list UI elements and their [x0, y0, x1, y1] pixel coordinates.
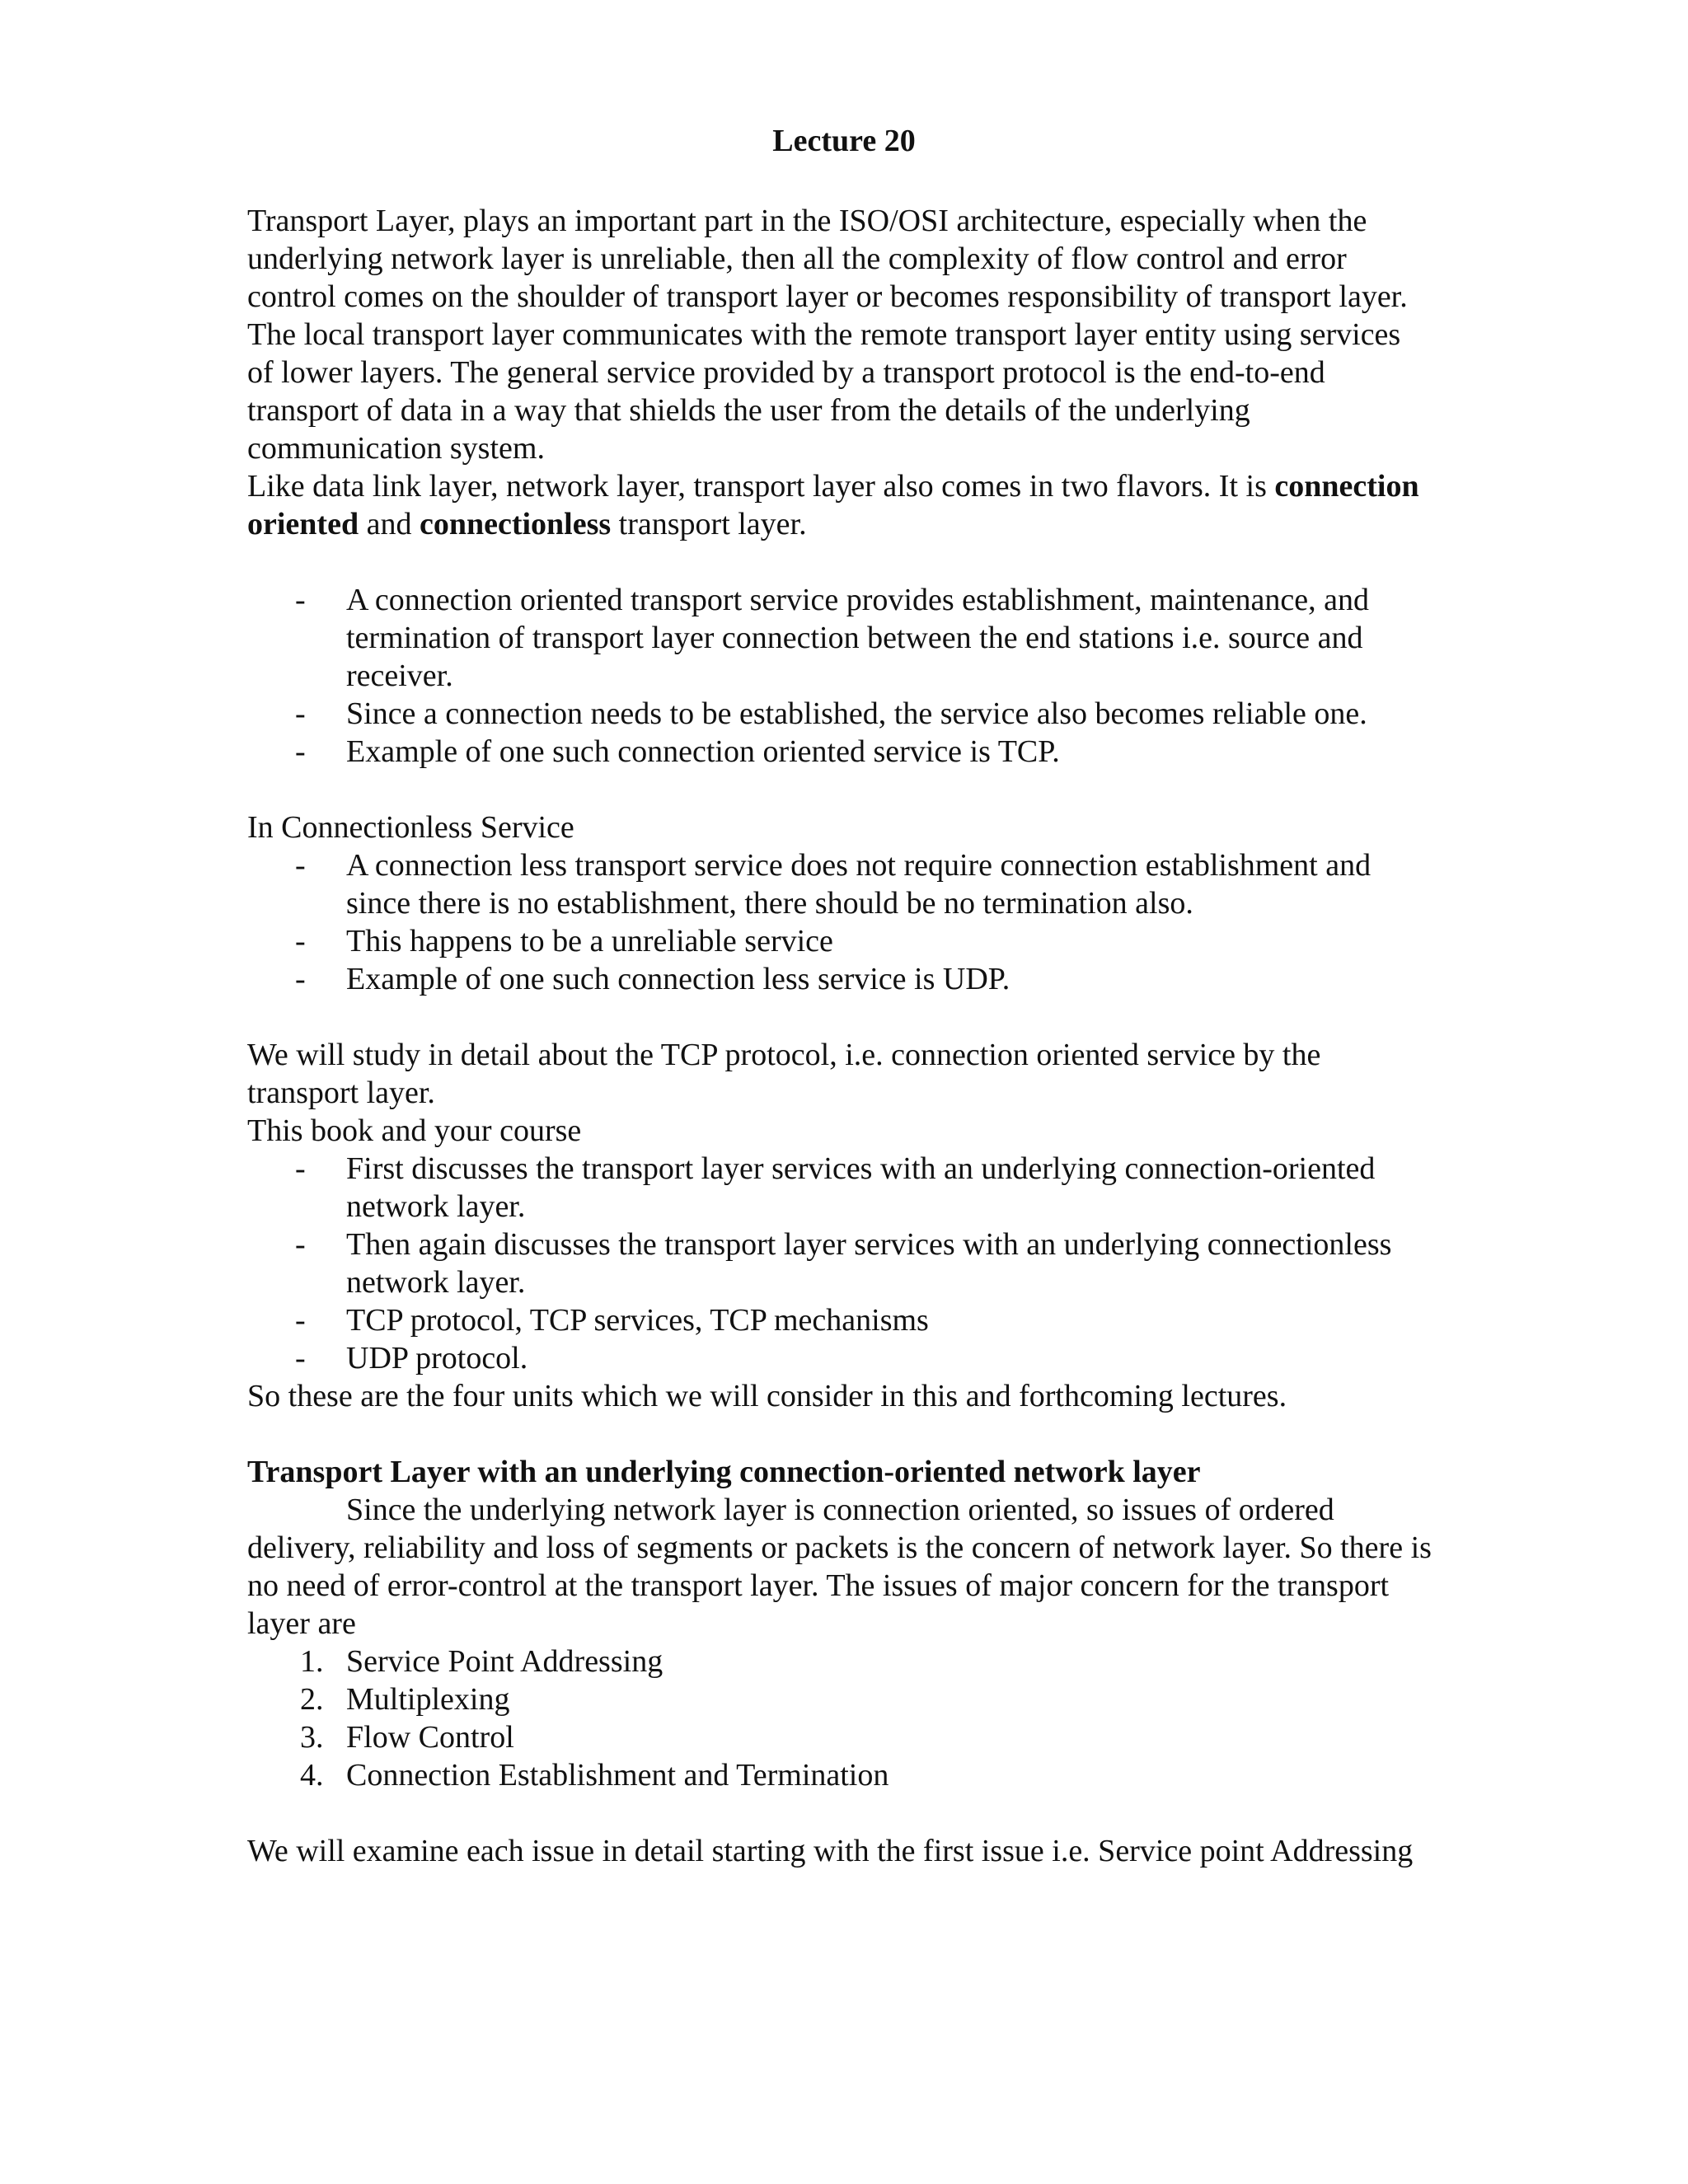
- list-item: [247, 922, 1434, 960]
- list-item: [247, 1150, 1434, 1226]
- section-body: Since the underlying network layer is connection oriented, so issues of ordered delivery, reliability and loss of segments or packets is the concern of network layer. So there is no need of error-control at the transport layer. The issues of major concern for the transport layer are: [247, 1493, 1432, 1641]
- spacer: [247, 1415, 1434, 1453]
- list-item: [247, 846, 1434, 922]
- list-item-text: Flow Control: [346, 1720, 514, 1755]
- list-item-text: Since a connection needs to be established, the service also becomes reliable one.: [346, 696, 1367, 731]
- intro-p3-bold-connectionless: connectionless: [419, 507, 612, 541]
- document-body: [247, 202, 1434, 1870]
- number-marker: 1.: [300, 1644, 324, 1679]
- list-item: [247, 695, 1434, 733]
- spacer: [247, 1794, 1434, 1832]
- issues-list: [247, 1643, 1434, 1794]
- list-item-text: TCP protocol, TCP services, TCP mechanisms: [346, 1303, 929, 1338]
- intro-p3-mid: and: [359, 507, 420, 541]
- spacer: [247, 543, 1434, 581]
- connectionless-heading: In Connectionless Service: [247, 810, 574, 845]
- spacer: [247, 771, 1434, 808]
- section-heading: Transport Layer with an underlying connection-oriented network layer: [247, 1455, 1201, 1489]
- dash-marker: -: [295, 734, 306, 769]
- intro-p3-bold-connection-oriented: connection oriented: [247, 469, 1419, 541]
- dash-marker: -: [295, 924, 306, 958]
- list-item-text: Example of one such connection oriented service is TCP.: [346, 734, 1060, 769]
- dash-marker: -: [295, 1341, 306, 1376]
- dash-marker: -: [295, 696, 306, 731]
- intro-paragraph-2: The local transport layer communicates with the remote transport layer entity using services of lower layers. The general service provided by a transport protocol is the end-to-end transport of data in a way that shields the user from the details of the underlying communication system.: [247, 317, 1401, 466]
- list-item: [247, 1680, 1434, 1718]
- list-item-text: This happens to be a unreliable service: [346, 924, 833, 958]
- list-item-text: Multiplexing: [346, 1682, 510, 1717]
- dash-marker: -: [295, 1151, 306, 1186]
- list-item: [247, 581, 1434, 695]
- list-item: [247, 1226, 1434, 1301]
- course-units-list: [247, 1150, 1434, 1377]
- number-marker: 4.: [300, 1758, 324, 1793]
- list-item: [247, 1339, 1434, 1377]
- study-paragraph-2: This book and your course: [247, 1113, 582, 1148]
- list-item: [247, 1643, 1434, 1680]
- dash-marker: -: [295, 1227, 306, 1262]
- page-title: Lecture 20: [772, 124, 916, 158]
- list-item-text: A connection less transport service does not require connection establishment and since there is no establishment, there should be no termination also.: [346, 848, 1372, 921]
- intro-p3-start: Like data link layer, network layer, transport layer also comes in two flavors. It is: [247, 469, 1275, 504]
- closing-paragraph: We will examine each issue in detail starting with the first issue i.e. Service point Addressing: [247, 1834, 1414, 1868]
- intro-p3-end: transport layer.: [611, 507, 807, 541]
- list-item-text: UDP protocol.: [346, 1341, 528, 1376]
- dash-marker: -: [295, 1303, 306, 1338]
- list-item: [247, 1718, 1434, 1756]
- list-item-text: Then again discusses the transport layer services with an underlying connectionless network layer.: [346, 1227, 1392, 1300]
- list-item-text: First discusses the transport layer services with an underlying connection-oriented network layer.: [346, 1151, 1376, 1224]
- dash-marker: -: [295, 962, 306, 996]
- list-item: [247, 960, 1434, 998]
- list-item: [247, 1756, 1434, 1794]
- study-paragraph-3: So these are the four units which we will consider in this and forthcoming lectures.: [247, 1379, 1287, 1413]
- spacer: [247, 998, 1434, 1036]
- list-item-text: Example of one such connection less service is UDP.: [346, 962, 1010, 996]
- intro-paragraph-3: [247, 467, 1434, 543]
- list-item-text: A connection oriented transport service provides establishment, maintenance, and termination of transport layer connection between the end stations i.e. source and receiver.: [346, 583, 1369, 693]
- list-item-text: Connection Establishment and Termination: [346, 1758, 889, 1793]
- dash-marker: -: [295, 583, 306, 617]
- dash-marker: -: [295, 848, 306, 883]
- list-item: [247, 733, 1434, 771]
- intro-paragraph-1: Transport Layer, plays an important part in the ISO/OSI architecture, especially when the underlying network layer is unreliable, then all the complexity of flow control and error control comes on the shoulder of transport layer or becomes responsibility of transport layer.: [247, 204, 1408, 314]
- list-item-text: Service Point Addressing: [346, 1644, 663, 1679]
- number-marker: 3.: [300, 1720, 324, 1755]
- connectionless-list: [247, 846, 1434, 998]
- list-item: [247, 1301, 1434, 1339]
- number-marker: 2.: [300, 1682, 324, 1717]
- study-paragraph-1: We will study in detail about the TCP protocol, i.e. connection oriented service by the transport layer.: [247, 1038, 1321, 1110]
- connection-oriented-list: [247, 581, 1434, 771]
